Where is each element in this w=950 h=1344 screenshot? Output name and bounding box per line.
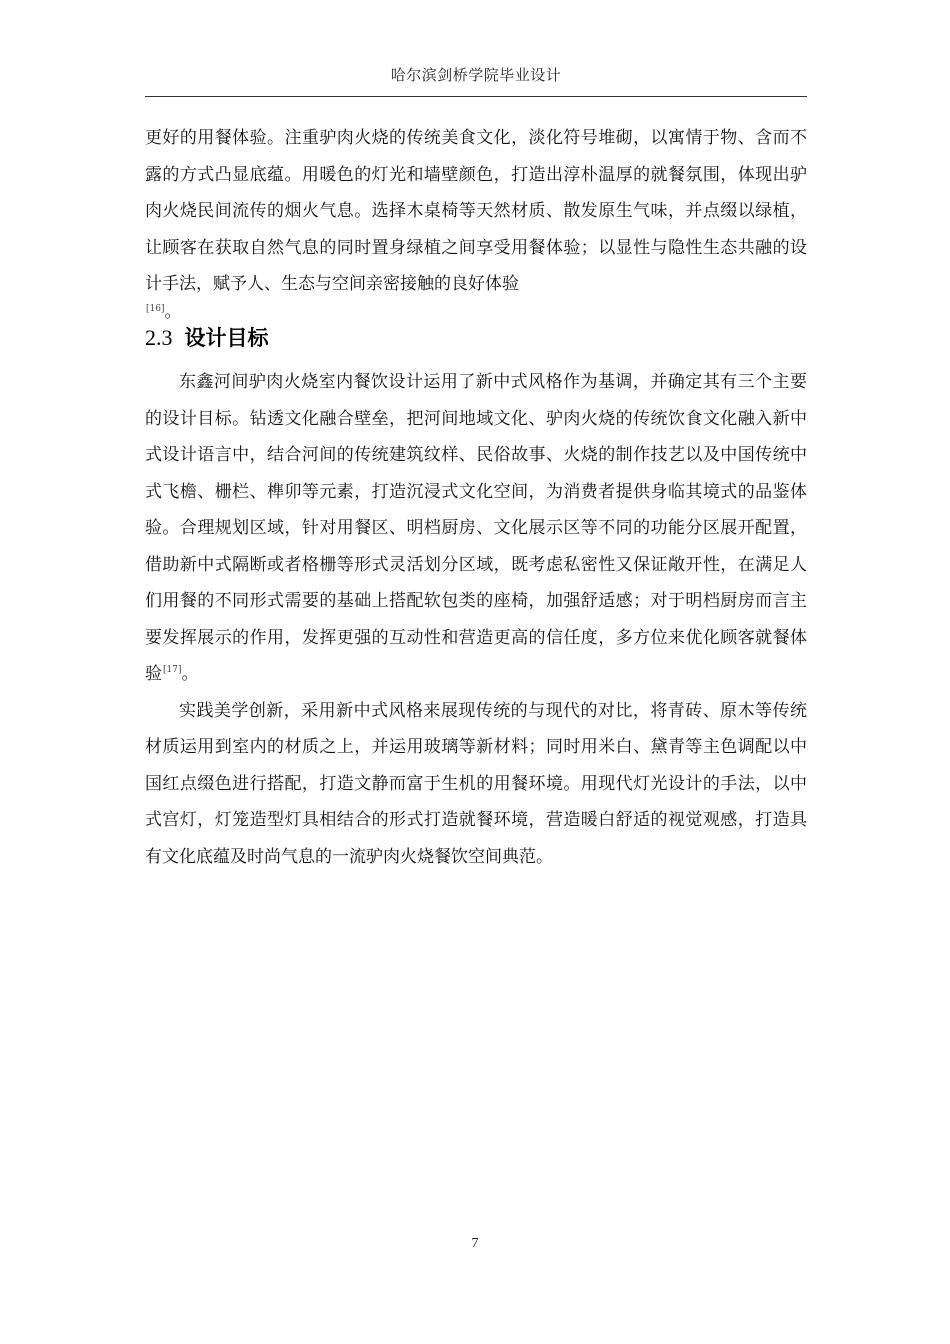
section-number: 2.3 — [145, 325, 173, 350]
header-divider — [145, 96, 807, 97]
paragraph-1-end: 。 — [181, 664, 199, 684]
citation-ref: [16] — [146, 303, 165, 314]
section-title: 设计目标 — [184, 326, 269, 350]
section-body — [145, 364, 807, 875]
paragraph-2: 实践美学创新，采用新中式风格来展现传统的与现代的对比，将青砖、原木等传统材质运用到室内的材质之上，并运用玻璃等新材料；同时用米白、黛青等主色调配以中国红点缀色进行搭配，打造文静而富于生机的用餐环境。用现代灯光设计的手法，以中式宫灯，灯笼造型灯具相结合的形式打造就餐环境，营造暖白舒适的视觉观感，打造具有文化底蕴及时尚气息的一流驴肉火烧餐饮空间典范。 — [145, 700, 807, 867]
paragraph-end: 。 — [164, 301, 182, 322]
page-number: 7 — [471, 1236, 479, 1251]
paragraph-1-text: 东鑫河间驴肉火烧室内餐饮设计运用了新中式风格作为基调，并确定其有三个主要的设计目标。钻透文化融合壁垒，把河间地域文化、驴肉火烧的传统饮食文化融入新中式设计语言中，结合河间的传统建筑纹样、民俗故事、火烧的制作技艺以及中国传统中式飞檐、栅栏、榫卯等元素，打造沉浸式文化空间，为消费者提供身临其境式的品鉴体验。合理规划区域，针对用餐区、明档厨房、文化展示区等不同的功能分区展开配置，借助新中式隔断或者格栅等形式灵活划分区域，既考虑私密性又保证敞开性，在满足人们用餐的不同形式需要的基础上搭配软包类的座椅，加强舒适感；对于明档厨房而言主要发挥展示的作用，发挥更强的互动性和营造更高的信任度，多方位来优化顾客就餐体验 — [145, 372, 807, 684]
continued-paragraph — [145, 120, 807, 321]
paragraph-1 — [145, 364, 807, 693]
paragraph-body: 更好的用餐体验。注重驴肉火烧的传统美食文化，淡化符号堆砌，以寓情于物、含而不露的方式凸显底蕴。用暖色的灯光和墙壁颜色，打造出淳朴温厚的就餐氛围，体现出驴肉火烧民间流传的烟火气息。选择木桌椅等天然材质、散发原生气味，并点缀以绿植，让顾客在获取自然气息的同时置身绿植之间享受用餐体验；以显性与隐性生态共融的设计手法，赋予人、生态与空间亲密接触的良好体验 — [145, 128, 807, 294]
running-header: 哈尔滨剑桥学院毕业设计 — [390, 66, 562, 84]
section-heading — [145, 322, 269, 352]
citation-line — [145, 303, 807, 321]
paragraph-text — [145, 120, 807, 303]
citation-ref: [17] — [163, 665, 182, 676]
